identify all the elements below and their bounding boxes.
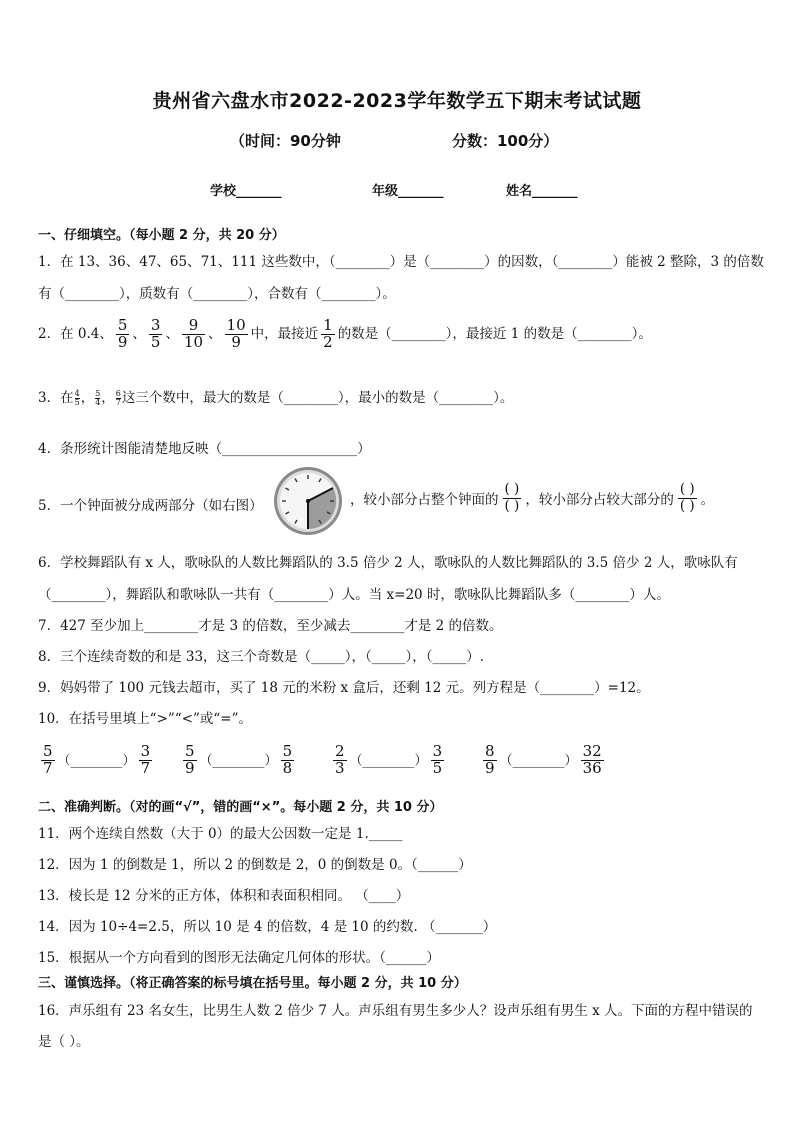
question-16-line-2: 是（ ）。 (38, 1034, 90, 1050)
question-13: 13．棱长是 12 分米的正方体，体积和表面积相同。 （____） (38, 888, 410, 904)
score-info: 分数：100分） (452, 132, 559, 150)
name-field: 姓名_______ (506, 184, 578, 199)
section-2-heading: 二、准确判断。（对的画“√”，错的画“×”。每小题 2 分，共 10 分） (38, 800, 443, 815)
question-11: 11．两个连续自然数（大于 0）的最大公因数一定是 1._____ (38, 826, 403, 842)
question-14: 14．因为 10÷4=2.5，所以 10 是 4 的倍数，4 是 10 的约数. （_______） (38, 919, 497, 935)
question-7: 7．427 至少加上________才是 3 的倍数，至少减去________才是 2 的倍数。 (38, 618, 503, 634)
question-5-prefix: 5．一个钟面被分成两部分（如右图） (38, 498, 263, 514)
q10-pair-2: $\frac{5}{9}$ （________） $\frac{5}{8}$ (185, 742, 293, 777)
question-16-line-1: 16．声乐组有 23 名女生，比男生人数 2 倍少 7 人。声乐组有男生多少人？设声乐组有男生 x 人。下面的方程中错误的 (38, 1003, 753, 1019)
question-10: 10．在括号里填上“>”“<”或“=”。 (38, 711, 253, 727)
question-1-line-2: 有（________），质数有（________），合数有（________）。 (38, 286, 396, 302)
clock-face-icon (270, 465, 346, 537)
question-6-line-1: 6．学校舞蹈队有 x 人，歌咏队的人数比舞蹈队的 3.5 倍少 2 人，歌咏队的人数比舞蹈队的 3.5 倍少 2 人，歌咏队有 (38, 555, 738, 571)
q3-frac-1: $\frac{4}{5}$ (74, 389, 80, 407)
question-2: 2．在 0.4、 $\frac{5}{9}$ 、 $\frac{3}{5}$ 、 $\frac{9}{10}$ 、 $\frac{10}{9}$ 中，最接近 $\frac{1}{2}$ 的数是（________），最接近 1 的数是（________）。 (38, 316, 652, 351)
question-9: 9．妈妈带了 100 元钱去超市，买了 18 元的米粉 x 盒后，还剩 12 元。列方程是（________）=12。 (38, 680, 650, 696)
question-4: 4．条形统计图能清楚地反映（____________________） (38, 441, 371, 457)
q2-prefix: 2．在 0.4、 (38, 325, 113, 342)
q2-frac-4: $\frac{10}{9}$ (226, 316, 246, 351)
q10-pair-3: $\frac{2}{3}$ （________） $\frac{3}{5}$ (335, 742, 443, 777)
section-3-heading: 三、谨慎选择。（将正确答案的标号填在括号里。每小题 2 分，共 10 分） (38, 976, 467, 991)
q2-half: $\frac{1}{2}$ (323, 316, 333, 351)
grade-field: 年级_______ (372, 184, 444, 199)
page-title: 贵州省六盘水市2022-2023学年数学五下期末考试试题 (152, 90, 642, 112)
time-info: （时间：90分钟 (230, 132, 341, 150)
q3-frac-3: $\frac{6}{7}$ (115, 389, 121, 407)
q2-frac-2: $\frac{3}{5}$ (150, 316, 161, 351)
q5-blank-frac-2: ( ) ( ) (679, 481, 695, 514)
question-8: 8．三个连续奇数的和是 33，这三个奇数是（_____），（_____），（_____）. (38, 649, 485, 665)
q2-frac-3: $\frac{9}{10}$ (183, 316, 204, 351)
question-5-rest: ，较小部分占整个钟面的 ( ) ( ) ，较小部分占较大部分的 ( ) ( ) 。 (350, 481, 715, 514)
q10-pair-4: $\frac{8}{9}$ （________） $\frac{32}{36}$ (485, 742, 602, 777)
school-field: 学校_______ (210, 184, 282, 199)
question-3: 3．在 $\frac{4}{5}$ ， $\frac{5}{4}$ ， $\frac{6}{7}$ 这三个数中，最大的数是（________），最小的数是（________）。 (38, 389, 514, 407)
question-12: 12．因为 1 的倒数是 1，所以 2 的倒数是 2，0 的倒数是 0。（______） (38, 857, 472, 873)
q3-frac-2: $\frac{5}{4}$ (95, 389, 101, 407)
q5-blank-frac-1: ( ) ( ) (504, 481, 520, 514)
question-1-line-1: 1．在 13、36、47、65、71、111 这些数中，（________）是（________）的因数，（________）能被 2 整除，3 的倍数 (38, 254, 764, 270)
q2-frac-1: $\frac{5}{9}$ (117, 316, 128, 351)
question-6-line-2: （________），舞蹈队和歌咏队一共有（________）人。当 x=20 时，歌咏队比舞蹈队多（________）人。 (38, 587, 670, 603)
section-1-heading: 一、仔细填空。（每小题 2 分，共 20 分） (38, 228, 285, 243)
question-15: 15．根据从一个方向看到的图形无法确定几何体的形状。（______） (38, 950, 440, 966)
q10-pair-1: $\frac{5}{7}$ （________） $\frac{3}{7}$ (43, 742, 151, 777)
